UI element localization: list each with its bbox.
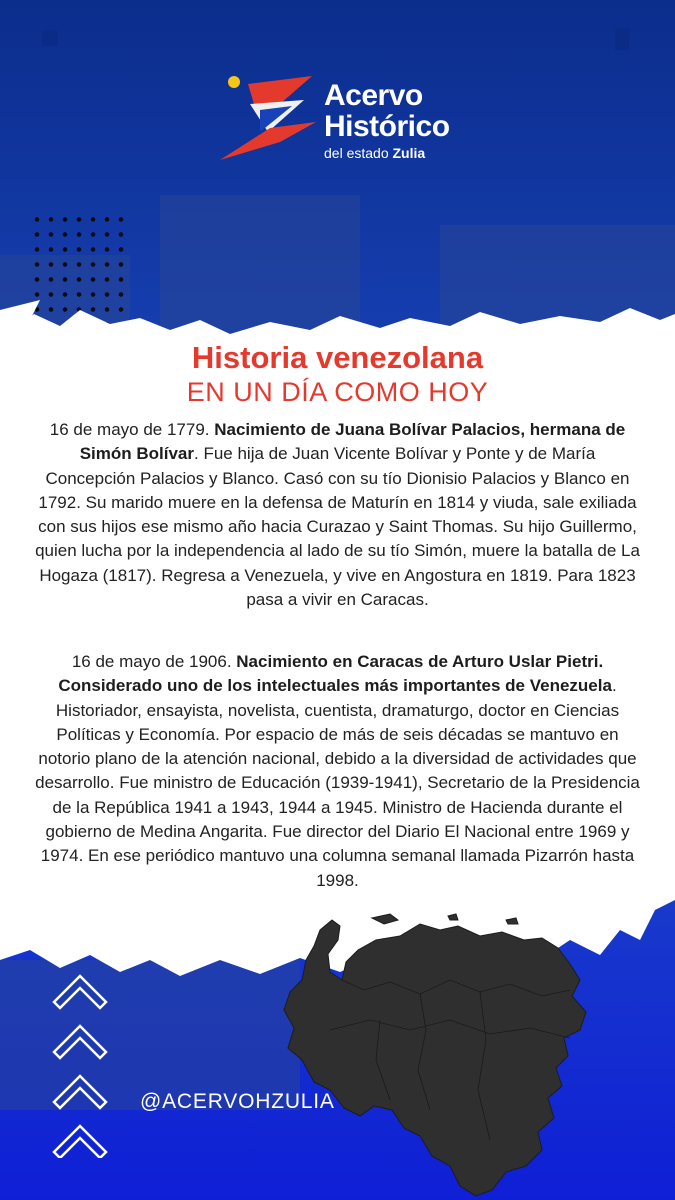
corner-mark-top-right <box>615 28 629 50</box>
entry-headline: Nacimiento de Juana Bolívar Palacios, hermana de Simón Bolívar <box>79 420 626 464</box>
social-handle[interactable]: @ACERVOHZULIA <box>140 1090 335 1113</box>
entry-date: 16 de mayo de 1906. <box>71 652 237 671</box>
logo-word-acervo: Acervo <box>324 79 423 112</box>
history-entry-1779 <box>34 418 641 612</box>
flame-logo-icon <box>220 70 330 170</box>
entry-body: . Historiador, ensayista, novelista, cuentista, dramaturgo, doctor en Ciencias Políticas y Economía. Por espacio de más de seis décadas se mantuvo en notorio plano de la atención nacional, debido a la diversidad de actividades que desarrollo. Fue ministro de Educación (1939-1941), Secretario de la Presidencia de la República 1941 a 1943, 1944 a 1945. Ministro de Hacienda durante el gobierno de Medina Angarita. Fue director del Diario El Nacional entre 1969 y 1974. En ese periódico mantuvo una columna semanal llamada Pizarrón hasta 1998. <box>35 676 640 890</box>
logo-subtitle: del estado Zulia <box>324 145 426 161</box>
entry-body: . Fue hija de Juan Vicente Bolívar y Ponte y de María Concepción Palacios y Blanco. Casó con su tío Dionisio Palacios y Blanco en 1792. Su marido muere en la defensa de Maturín en 1814 y viuda, sale exiliada con sus hijos ese mismo año hacia Curazao y Saint Thomas. Su hijo Guillermo, quien lucha por la independencia al lado de su tío Simón, muere la batalla de La Hogaza (1817). Regresa a Venezuela, y vive en Angostura en 1819. Para 1823 pasa a vivir en Caracas. <box>35 444 640 610</box>
corner-mark-top-left <box>42 30 58 46</box>
acervo-logo <box>220 70 460 170</box>
page-title: Historia venezolana <box>191 340 484 375</box>
history-entry-1906 <box>34 650 641 893</box>
logo-text <box>324 80 450 162</box>
entry-date: 16 de mayo de 1779. <box>49 420 215 439</box>
page-subtitle: EN UN DÍA COMO HOY <box>186 377 489 407</box>
logo-word-historico: Histórico <box>324 110 450 143</box>
chevron-up-icon <box>50 968 110 1158</box>
venezuela-map-icon <box>280 910 610 1200</box>
entry-headline: Nacimiento en Caracas de Arturo Uslar Pietri. Considerado uno de los intelectuales más importantes de Venezuela <box>58 652 612 696</box>
